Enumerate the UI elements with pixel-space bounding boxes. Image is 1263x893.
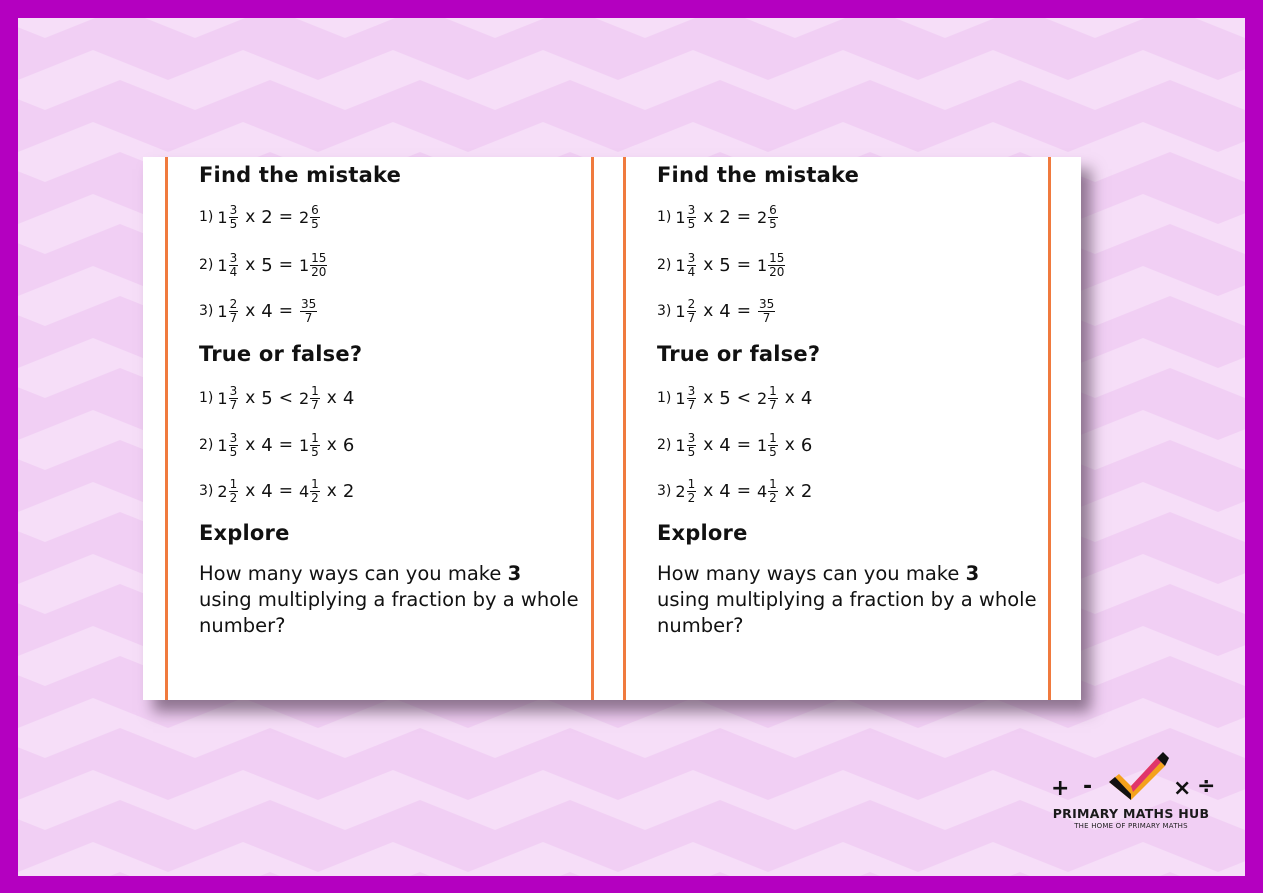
denominator: 7 [687,310,696,325]
numerator: 2 [687,296,696,311]
operator: x [703,435,714,455]
chevron-stripe [18,18,1245,38]
fraction [687,432,697,459]
operator: x [245,301,256,321]
heading-true-or-false: True or false? [199,342,363,366]
fraction [310,478,320,505]
fraction [229,204,239,231]
numerator: 1 [229,476,238,491]
operator: x [703,255,714,275]
explore-text-start: How many ways can you make [657,562,966,585]
numerator: 3 [229,383,238,398]
item-number: 2) [657,257,672,273]
operand: 2 [342,480,355,502]
operand: 4 [719,434,731,456]
mixed-whole: 1 [298,435,310,455]
operand: 5 [261,387,273,409]
mixed-whole: 1 [675,207,686,227]
numerator: 1 [311,430,319,445]
relation: = [736,481,751,501]
relation: = [278,481,293,501]
mixed-whole: 1 [756,435,768,455]
operator: x [245,207,256,227]
operator: x [326,388,337,408]
relation: = [278,435,293,455]
primary-maths-hub-logo [1043,752,1223,832]
fraction [229,432,239,459]
numerator: 1 [769,430,777,445]
rule-line [623,157,626,700]
numerator: 6 [311,202,319,217]
mixed-whole: 1 [298,255,310,275]
denominator: 7 [229,310,238,325]
numerator: 1 [311,476,319,491]
divide-icon: ÷ [1197,774,1216,799]
relation: = [278,207,293,227]
equation-item [199,378,354,418]
fraction [768,478,778,505]
item-number: 2) [199,257,214,273]
fraction [758,298,775,325]
numerator: 3 [687,202,696,217]
equation-item [657,197,779,237]
operand: 6 [800,434,813,456]
numerator: 1 [687,476,696,491]
denominator: 5 [769,444,777,459]
operator: x [703,301,714,321]
fraction [768,252,785,279]
chevron-stripe [18,842,1245,876]
operator: x [703,481,714,501]
denominator: 4 [229,264,238,279]
mixed-whole: 1 [217,301,228,321]
numerator: 6 [769,202,777,217]
relation: = [736,255,751,275]
item-number: 3) [199,483,214,499]
plus-icon: + [1051,776,1070,801]
denominator: 7 [769,397,777,412]
numerator: 3 [229,202,238,217]
equation-item [657,291,776,331]
item-number: 2) [657,437,672,453]
operator: x [703,388,714,408]
chevron-stripe [18,50,1245,110]
chevron-stripe [18,698,1245,758]
mixed-whole: 1 [675,388,686,408]
item-number: 3) [657,303,672,319]
relation: = [736,301,751,321]
operator: x [326,435,337,455]
numerator: 15 [311,250,327,265]
denominator: 20 [311,264,327,279]
operator: x [784,435,795,455]
numerator: 3 [229,250,238,265]
operand: 4 [261,434,273,456]
operator: x [245,388,256,408]
operand: 4 [800,387,813,409]
fraction [768,204,778,231]
numerator: 3 [229,430,238,445]
denominator: 2 [229,490,238,505]
numerator: 35 [758,296,775,311]
fraction [310,252,327,279]
fraction [768,385,778,412]
operator: x [245,255,256,275]
numerator: 1 [769,476,777,491]
operand: 5 [719,387,731,409]
mixed-whole: 1 [675,255,686,275]
item-number: 1) [657,209,672,225]
item-number: 3) [657,483,672,499]
operand: 6 [342,434,355,456]
numerator: 35 [300,296,317,311]
fraction [229,298,239,325]
minus-icon: - [1083,774,1093,799]
numerator: 2 [229,296,238,311]
operator: x [703,207,714,227]
numerator: 3 [687,383,696,398]
fraction [687,478,697,505]
mixed-whole: 2 [675,481,686,501]
operand: 5 [261,254,273,276]
fraction [310,204,320,231]
mixed-whole: 1 [217,255,228,275]
heading-explore: Explore [657,521,748,545]
item-number: 2) [199,437,214,453]
explore-number: 3 [507,562,522,585]
explore-number: 3 [965,562,980,585]
numerator: 3 [687,430,696,445]
denominator: 5 [229,216,238,231]
explore-question [657,561,1037,639]
denominator: 7 [304,310,313,325]
mixed-whole: 2 [756,207,768,227]
denominator: 5 [687,444,696,459]
item-number: 3) [199,303,214,319]
fraction [310,385,320,412]
operand: 2 [261,206,273,228]
mixed-whole: 1 [756,255,768,275]
numerator: 15 [769,250,785,265]
heading-find-the-mistake: Find the mistake [657,163,860,187]
mixed-whole: 1 [217,388,228,408]
denominator: 5 [311,444,319,459]
denominator: 2 [769,490,777,505]
logo-subtitle: THE HOME OF PRIMARY MATHS [1074,822,1188,830]
denominator: 5 [311,216,319,231]
operand: 4 [719,300,731,322]
operator: x [784,481,795,501]
denominator: 5 [687,216,696,231]
mixed-whole: 1 [217,435,228,455]
mixed-whole: 1 [675,301,686,321]
denominator: 2 [311,490,319,505]
mixed-whole: 2 [217,481,228,501]
fraction [687,252,697,279]
denominator: 7 [311,397,319,412]
denominator: 20 [769,264,785,279]
operator: x [326,481,337,501]
fraction [229,478,239,505]
operand: 2 [800,480,813,502]
relation: = [736,435,751,455]
equation-item [199,291,318,331]
explore-text-end: using multiplying a fraction by a whole number? [657,588,1037,637]
fraction [310,432,320,459]
logo-title: PRIMARY MATHS HUB [1052,806,1210,821]
item-number: 1) [199,390,214,406]
mixed-whole: 4 [298,481,310,501]
denominator: 4 [687,264,696,279]
rule-line [165,157,168,700]
rule-line [1048,157,1051,700]
denominator: 7 [687,397,696,412]
relation: < [736,388,751,408]
denominator: 5 [229,444,238,459]
fraction [687,385,697,412]
fraction [300,298,317,325]
rule-line [591,157,594,700]
explore-text-start: How many ways can you make [199,562,508,585]
times-icon: × [1173,776,1192,801]
denominator: 7 [762,310,771,325]
mixed-whole: 1 [217,207,228,227]
relation: = [278,301,293,321]
numerator: 1 [311,383,319,398]
item-number: 1) [199,209,214,225]
equation-item [199,245,328,285]
mixed-whole: 2 [756,388,768,408]
operand: 4 [719,480,731,502]
operator: x [784,388,795,408]
equation-item [657,425,812,465]
item-number: 1) [657,390,672,406]
worksheet [143,157,1081,700]
fraction [229,385,239,412]
checkmark-pencil-icon [1105,752,1171,802]
mixed-whole: 2 [298,207,310,227]
equation-item [657,471,812,511]
operator: x [245,481,256,501]
numerator: 3 [687,250,696,265]
fraction [229,252,239,279]
fraction [768,432,778,459]
heading-find-the-mistake: Find the mistake [199,163,402,187]
operand: 2 [719,206,731,228]
heading-explore: Explore [199,521,290,545]
equation-item [657,245,786,285]
fraction [687,204,697,231]
operand: 4 [261,480,273,502]
explore-text-end: using multiplying a fraction by a whole number? [199,588,579,637]
operand: 5 [719,254,731,276]
mixed-whole: 4 [756,481,768,501]
denominator: 2 [687,490,696,505]
relation: = [736,207,751,227]
denominator: 7 [229,397,238,412]
relation: < [278,388,293,408]
mixed-whole: 1 [675,435,686,455]
equation-item [199,425,354,465]
explore-question [199,561,579,639]
denominator: 5 [769,216,777,231]
numerator: 1 [769,383,777,398]
relation: = [278,255,293,275]
operand: 4 [261,300,273,322]
operand: 4 [342,387,355,409]
heading-true-or-false: True or false? [657,342,821,366]
equation-item [199,471,354,511]
mixed-whole: 2 [298,388,310,408]
equation-item [199,197,321,237]
operator: x [245,435,256,455]
fraction [687,298,697,325]
equation-item [657,378,812,418]
